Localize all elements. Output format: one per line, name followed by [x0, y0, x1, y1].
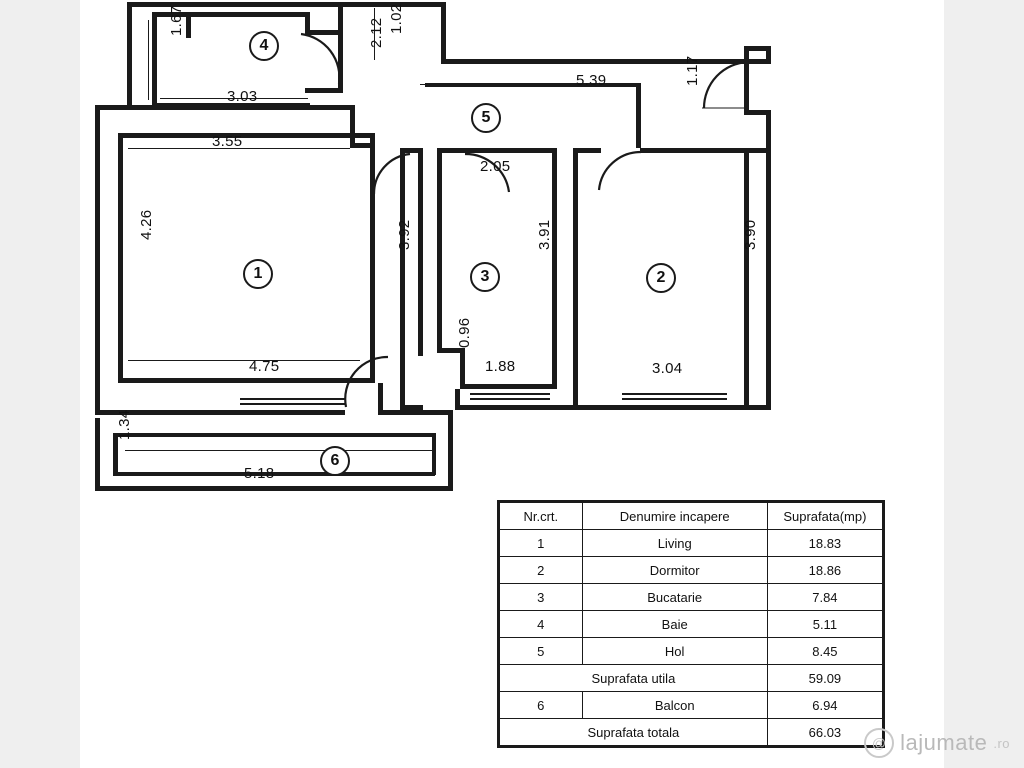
watermark	[864, 728, 1010, 758]
door-living	[372, 150, 414, 196]
cell-name: Balcon	[582, 692, 767, 719]
dimension-label: 1.02	[388, 3, 405, 34]
cell-area: 5.11	[767, 611, 882, 638]
window-bedroom	[622, 393, 727, 395]
cell-subtotal-area: 59.09	[767, 665, 882, 692]
wall-segment	[573, 148, 578, 410]
room-marker-5	[471, 103, 501, 133]
cell-nr: 2	[500, 557, 583, 584]
table-row	[500, 557, 883, 584]
table-row	[500, 530, 883, 557]
table-row-balcony	[500, 692, 883, 719]
cell-area: 6.94	[767, 692, 882, 719]
wall-segment	[186, 12, 310, 17]
room-marker-6	[320, 446, 350, 476]
window-bedroom	[622, 398, 727, 400]
cell-name: Hol	[582, 638, 767, 665]
wall-segment	[118, 133, 374, 138]
wall-segment	[744, 148, 749, 410]
room-marker-4	[249, 31, 279, 61]
dimension-label: 5.18	[244, 465, 275, 482]
room-marker-3	[470, 262, 500, 292]
dimension-line	[420, 84, 640, 85]
wall-segment	[95, 105, 100, 415]
wall-segment	[448, 415, 453, 491]
wall-segment	[573, 405, 768, 410]
wall-segment	[636, 83, 641, 148]
wall-segment	[437, 148, 442, 353]
dimension-label: 3.55	[212, 133, 243, 150]
wall-segment	[460, 384, 557, 389]
table-row-subtotal	[500, 665, 883, 692]
dimension-label: 2.12	[368, 17, 385, 48]
wall-segment	[460, 405, 580, 410]
room-marker-label: 1	[253, 265, 263, 282]
dimension-label: 1.17	[684, 55, 701, 86]
dimension-label: 4.75	[249, 358, 280, 375]
area-table	[497, 500, 885, 748]
wall-segment	[432, 433, 436, 475]
dimension-label: 3.03	[227, 88, 258, 105]
room-marker-label: 4	[259, 37, 269, 54]
cell-area: 7.84	[767, 584, 882, 611]
door-balcony	[344, 355, 390, 413]
room-marker-label: 5	[481, 109, 491, 126]
dimension-label: 1.88	[485, 358, 516, 375]
dimension-line	[128, 360, 360, 361]
dimension-label: 4.26	[138, 209, 155, 240]
door-bedroom	[597, 150, 643, 194]
wall-segment	[460, 348, 465, 388]
table-row	[500, 611, 883, 638]
cell-nr: 3	[500, 584, 583, 611]
dimension-label: 0.96	[456, 317, 473, 348]
wall-segment	[127, 2, 339, 7]
cell-area: 18.86	[767, 557, 882, 584]
room-marker-label: 2	[656, 269, 666, 286]
wall-segment	[152, 12, 157, 108]
wall-segment	[455, 389, 460, 410]
window-living	[240, 403, 345, 405]
wall-segment	[95, 418, 100, 490]
cell-area: 8.45	[767, 638, 882, 665]
window-kitchen	[470, 393, 550, 395]
cell-total-name: Suprafata totala	[500, 719, 768, 746]
cell-name: Bucatarie	[582, 584, 767, 611]
table-header-area: Suprafata(mp)	[767, 503, 882, 530]
cell-area: 18.83	[767, 530, 882, 557]
wall-segment	[441, 2, 446, 64]
door-bathroom	[299, 32, 347, 92]
room-marker-2	[646, 263, 676, 293]
table-header-nr: Nr.crt.	[500, 503, 583, 530]
wall-segment	[400, 405, 423, 410]
dimension-label: 1.67	[168, 5, 185, 36]
table-row	[500, 584, 883, 611]
wall-segment	[118, 133, 123, 383]
room-marker-label: 6	[330, 452, 340, 469]
dimension-label: 3.92	[396, 219, 413, 250]
wall-segment	[350, 105, 355, 147]
cell-nr: 1	[500, 530, 583, 557]
door-entrance	[700, 60, 752, 116]
wall-segment	[552, 148, 557, 388]
room-marker-label: 3	[480, 268, 490, 285]
cell-total-area: 66.03	[767, 719, 882, 746]
dimension-label: 3.91	[536, 219, 553, 250]
window-kitchen	[470, 398, 550, 400]
dimension-label: 1.34	[116, 409, 133, 440]
dimension-line	[148, 20, 149, 100]
cell-nr: 4	[500, 611, 583, 638]
dimension-label: 5.39	[576, 72, 607, 89]
table-header-name: Denumire incapere	[582, 503, 767, 530]
table-row-total	[500, 719, 883, 746]
window-living	[240, 398, 345, 400]
dimension-label: 3.04	[652, 360, 683, 377]
wall-segment	[95, 486, 453, 491]
watermark-suffix: .ro	[993, 735, 1010, 751]
wall-segment	[113, 433, 435, 437]
dimension-label: 2.05	[480, 158, 511, 175]
watermark-text: lajumate	[900, 730, 988, 755]
cell-nr: 5	[500, 638, 583, 665]
wall-segment	[118, 378, 374, 383]
cell-subtotal-name: Suprafata utila	[500, 665, 768, 692]
table-header-row	[500, 503, 883, 530]
cell-name: Baie	[582, 611, 767, 638]
wall-segment	[350, 143, 372, 148]
dimension-label: 3.90	[742, 219, 759, 250]
wall-segment	[418, 148, 423, 356]
cell-name: Living	[582, 530, 767, 557]
table-row	[500, 638, 883, 665]
dimension-line	[125, 450, 435, 451]
wall-segment	[127, 2, 132, 108]
cell-nr: 6	[500, 692, 583, 719]
wall-segment	[766, 110, 771, 410]
watermark-badge-icon: @	[864, 728, 894, 758]
wall-segment	[95, 105, 355, 110]
cell-name: Dormitor	[582, 557, 767, 584]
room-marker-1	[243, 259, 273, 289]
